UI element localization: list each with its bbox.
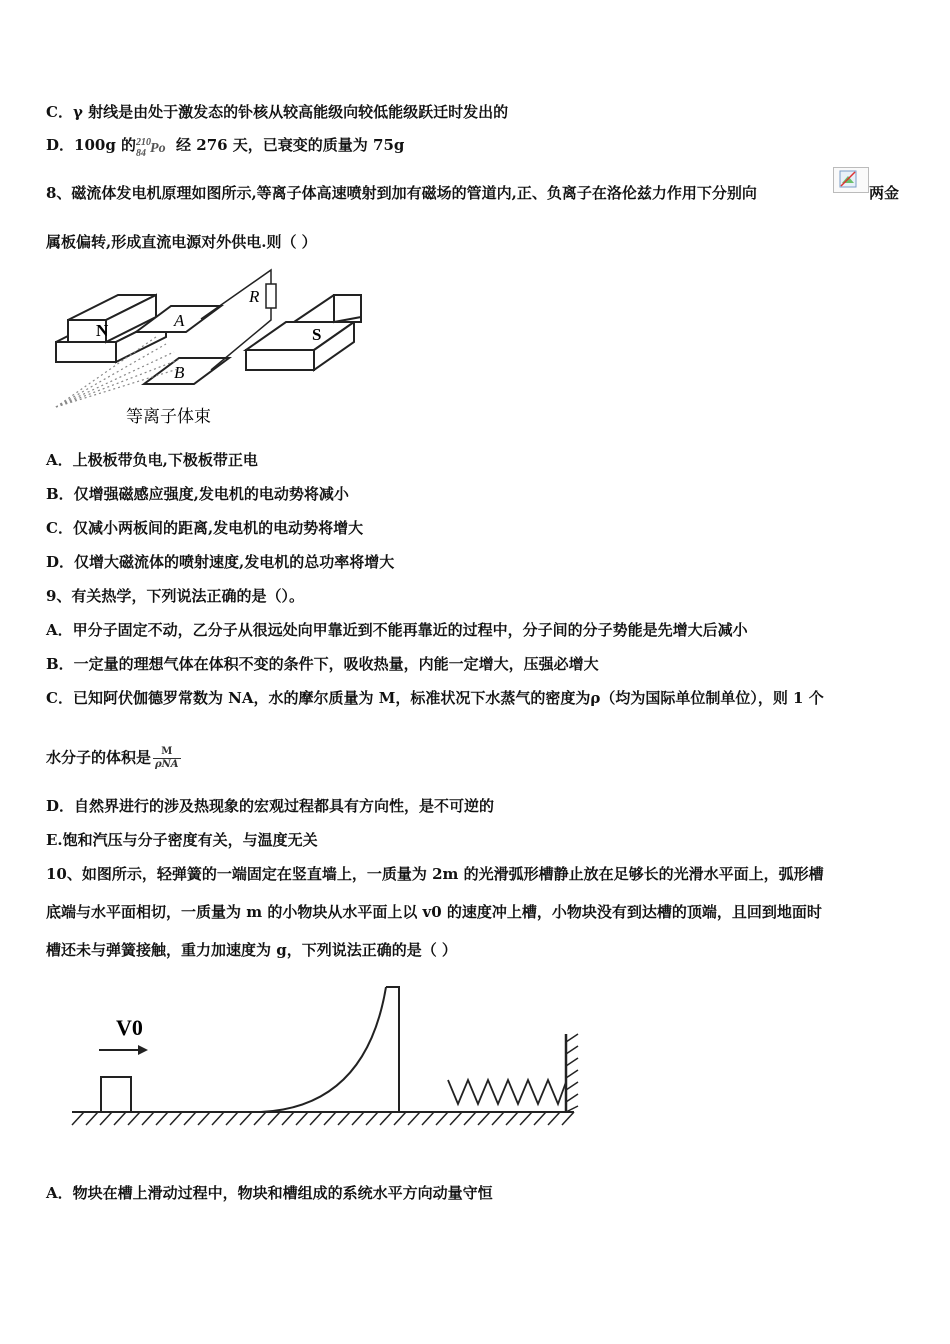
broken-image-icon xyxy=(833,167,869,193)
figure-caption: 等离子体束 xyxy=(126,407,211,427)
groove-back xyxy=(386,987,399,1112)
q9-option-c-text: 水分子的体积是 xyxy=(46,748,152,767)
q8-stem-line1-end: 两金 xyxy=(869,184,900,202)
q10-stem-line1: 10、如图所示，轻弹簧的一端固定在竖直墙上，一质量为 2m 的光滑弧形槽静止放在足够长的光滑水平面上，弧形槽 xyxy=(46,865,824,883)
plate-b xyxy=(144,358,229,384)
label-n: N xyxy=(96,321,109,340)
q8-option-a: A．上极板带负电,下极板带正电 xyxy=(46,451,258,469)
label-v0: V0 xyxy=(116,1015,143,1040)
q7-option-d-prefix: D．100g 的 xyxy=(46,136,137,154)
q7-option-d xyxy=(46,135,405,159)
q9-option-d: D．自然界进行的涉及热现象的宏观过程都具有方向性，是不可逆的 xyxy=(46,797,495,815)
mhd-generator-figure xyxy=(46,262,376,432)
wall-hatching xyxy=(566,1034,578,1112)
polonium-nuclide xyxy=(136,135,176,159)
ground-hatching xyxy=(72,1112,574,1125)
q8-option-b: B．仅增强磁感应强度,发电机的电动势将减小 xyxy=(46,485,349,503)
spring xyxy=(448,1080,566,1104)
q10-stem-line2: 底端与水平面相切，一质量为 m 的小物块从水平面上以 v0 的速度冲上槽，小物块没有到达槽的顶端，且回到地面时 xyxy=(46,903,822,921)
nuclide-atomic: 84 xyxy=(136,148,147,159)
wire-top xyxy=(201,270,271,319)
magnet-s xyxy=(246,295,361,370)
label-r: R xyxy=(249,287,260,306)
nuclide-mass: 210 xyxy=(136,137,152,148)
small-block xyxy=(101,1077,131,1112)
q9-option-e: E.饱和汽压与分子密度有关，与温度无关 xyxy=(46,831,318,849)
q8-option-c: C．仅减小两板间的距离,发电机的电动势将增大 xyxy=(46,519,364,537)
label-b: B xyxy=(174,363,185,382)
resistor-r xyxy=(266,284,276,308)
q8-option-d: D．仅增大磁流体的喷射速度,发电机的总功率将增大 xyxy=(46,553,395,571)
q7-option-d-suffix: 经 276 天，已衰变的质量为 75g xyxy=(176,136,405,154)
velocity-arrowhead xyxy=(138,1045,148,1055)
groove-arc xyxy=(261,987,386,1112)
q9-option-c-line1: C．已知阿伏伽德罗常数为 NA，水的摩尔质量为 M，标准状况下水蒸气的密度为ρ（均为国际单位制单位），则 1 个 xyxy=(46,689,824,707)
fraction-denominator: ρNA xyxy=(155,759,179,770)
molecule-volume-fraction xyxy=(153,746,181,771)
q9-option-b: B．一定量的理想气体在体积不变的条件下，吸收热量，内能一定增大，压强必增大 xyxy=(46,655,599,673)
q10-option-a: A．物块在槽上滑动过程中，物块和槽组成的系统水平方向动量守恒 xyxy=(46,1184,493,1202)
q9-stem: 9、有关热学，下列说法正确的是（）。 xyxy=(46,587,304,605)
label-s: S xyxy=(312,325,322,344)
q9-option-c-line2 xyxy=(46,746,181,771)
nuclide-symbol: Po xyxy=(150,141,166,156)
q7-option-c: C．γ 射线是由处于激发态的钋核从较高能级向较低能级跃迁时发出的 xyxy=(46,103,509,121)
q9-option-a: A．甲分子固定不动，乙分子从很远处向甲靠近到不能再靠近的过程中，分子间的分子势能是先增大后减小 xyxy=(46,621,748,639)
q8-stem-line2: 属板偏转,形成直流电源对外供电.则（ ） xyxy=(46,233,317,251)
q8-stem-line1: 8、磁流体发电机原理如图所示,等离子体高速喷射到加有磁场的管道内,正、负离子在洛伦兹力作用下分别向 xyxy=(46,184,757,202)
label-a: A xyxy=(174,311,185,330)
spring-groove-figure xyxy=(66,982,606,1142)
fraction-numerator: M xyxy=(153,746,181,759)
q10-stem-line3: 槽还未与弹簧接触，重力加速度为 g，下列说法正确的是（ ） xyxy=(46,941,457,959)
